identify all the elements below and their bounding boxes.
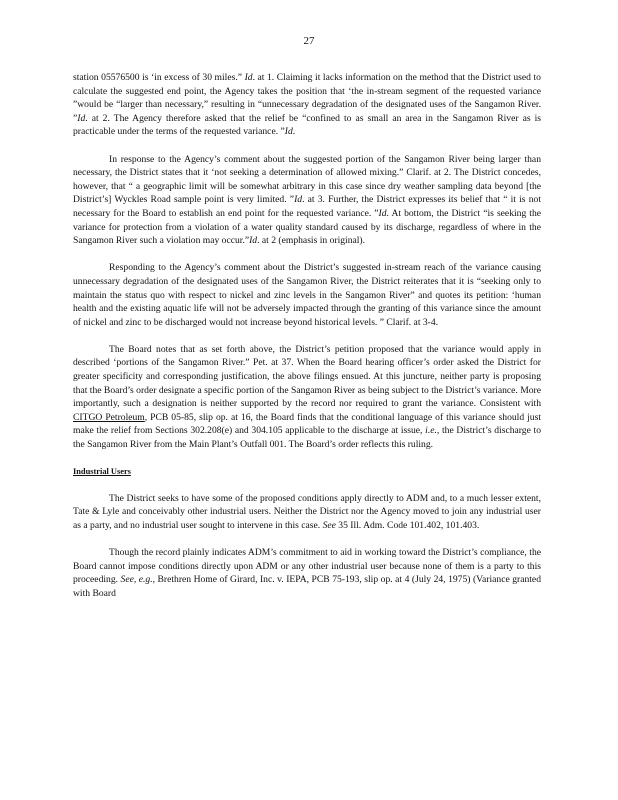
case-citation-citgo: CITGO Petroleum — [73, 411, 145, 423]
citation-id: Id — [244, 72, 253, 83]
citation-id: Id — [249, 235, 258, 247]
paragraph-district-response: In response to the Agency’s comment about the suggested portion of the Sangamon River being larger than necessary, the District states that it ‘not seeking a determination of allowed mixing.” Clarif. at 2. The District concedes, however, that “ a geographic limit will be somewhat arbitrary in this case since dry weather sampling data beyond [the District’s] Wyckles Road sample point is very limited. ”Id. at 3. Further, the District expresses its belief that “ it is not necessary for the Board to establish an end point for the requested variance. ”Id. At bottom, the District “is seeking the variance for protection from a violation of a water quality standard caused by its discharge, regardless of where in the Sangamon River such a violation may occur.”Id. at 2 (emphasis in original). — [73, 153, 542, 247]
document-body — [73, 71, 541, 614]
citation-id: Id — [378, 207, 387, 219]
paragraph-industrial-users: The District seeks to have some of the proposed conditions apply directly to ADM and, to a much lesser extent, Tate & Lyle and conceivably other industrial users. Neither the District nor the Agency moved to join any industrial user as a party, and no industrial user sought to intervene in this case. See 35 Ill. Adm. Code 101.402, 101.403. — [73, 492, 541, 531]
citation-id: Id — [294, 194, 303, 206]
citation-id: Id — [284, 126, 293, 138]
paragraph-adm-commitment: Though the record plainly indicates ADM’s commitment to aid in working toward the District’s compliance, the Board cannot impose conditions directly upon ADM or any other industrial user because none of them is a party to this proceeding. See, e.g., Brethren Home of Girard, Inc. v. IEPA, PCB 75-193, slip op. at 4 (July 24, 1975) (Variance granted with Board — [73, 547, 541, 599]
page-number: 27 — [303, 35, 315, 47]
citation-id: Id — [77, 112, 86, 124]
paragraph-agency-position: station 05576500 is ‘in excess of 30 miles.” Id. at 1. Claiming it lacks information on the method that the District used to calculate the suggested end point, the Agency takes the position that ‘the in-stream segment of the requested variance ”would be “larger than necessary,” resulting in “unnecessary degradation of the designated uses of the Sangamon River. ”Id. at 2. The Agency therefore asked that the relief be “confined to as small an area in the Sangamon River as is practicable under the terms of the requested variance. ”Id. — [73, 72, 541, 138]
see-signal: See, e.g. — [120, 574, 153, 586]
section-heading-industrial-users: Industrial Users — [73, 467, 131, 477]
ie-abbreviation: i.e. — [425, 425, 437, 437]
paragraph-board-finding: The Board notes that as set forth above, the District’s petition proposed that the variance would apply in described ‘portions of the Sangamon River.” Pet. at 37. When the Board hearing officer’s order asked the District for greater specificity and corresponding justification, the above filings ensued. At this juncture, neither party is proposing that the Board’s order designate a specific portion of the Sangamon River as being subject to the District’s variance. More importantly, such a designation is neither supported by the record nor required to grant the variance. Consistent with CITGO Petroleum, PCB 05-85, slip op. at 16, the Board finds that the conditional language of this variance should just make the relief from Sections 302.208(e) and 304.105 applicable to the discharge at issue, i.e., the District’s discharge to the Sangamon River from the Main Plant’s Outfall 001. The Board’s order reflects this ruling. — [73, 343, 542, 451]
see-signal: See — [322, 520, 336, 531]
paragraph-in-stream-reach: Responding to the Agency’s comment about the District’s suggested in-stream reach of the variance causing unnecessary degradation of the designated uses of the Sangamon River, the District reiterates that it is “seeking only to maintain the status quo with respect to nickel and zinc levels in the Sangamon River” and quotes its petition: ‘human health and the existing aquatic life will not be adversely impacted through the granting of this variance since the amount of nickel and zinc to be discharged would not increase beyond historical levels. ” Clarif. at 3-4. — [73, 262, 541, 328]
